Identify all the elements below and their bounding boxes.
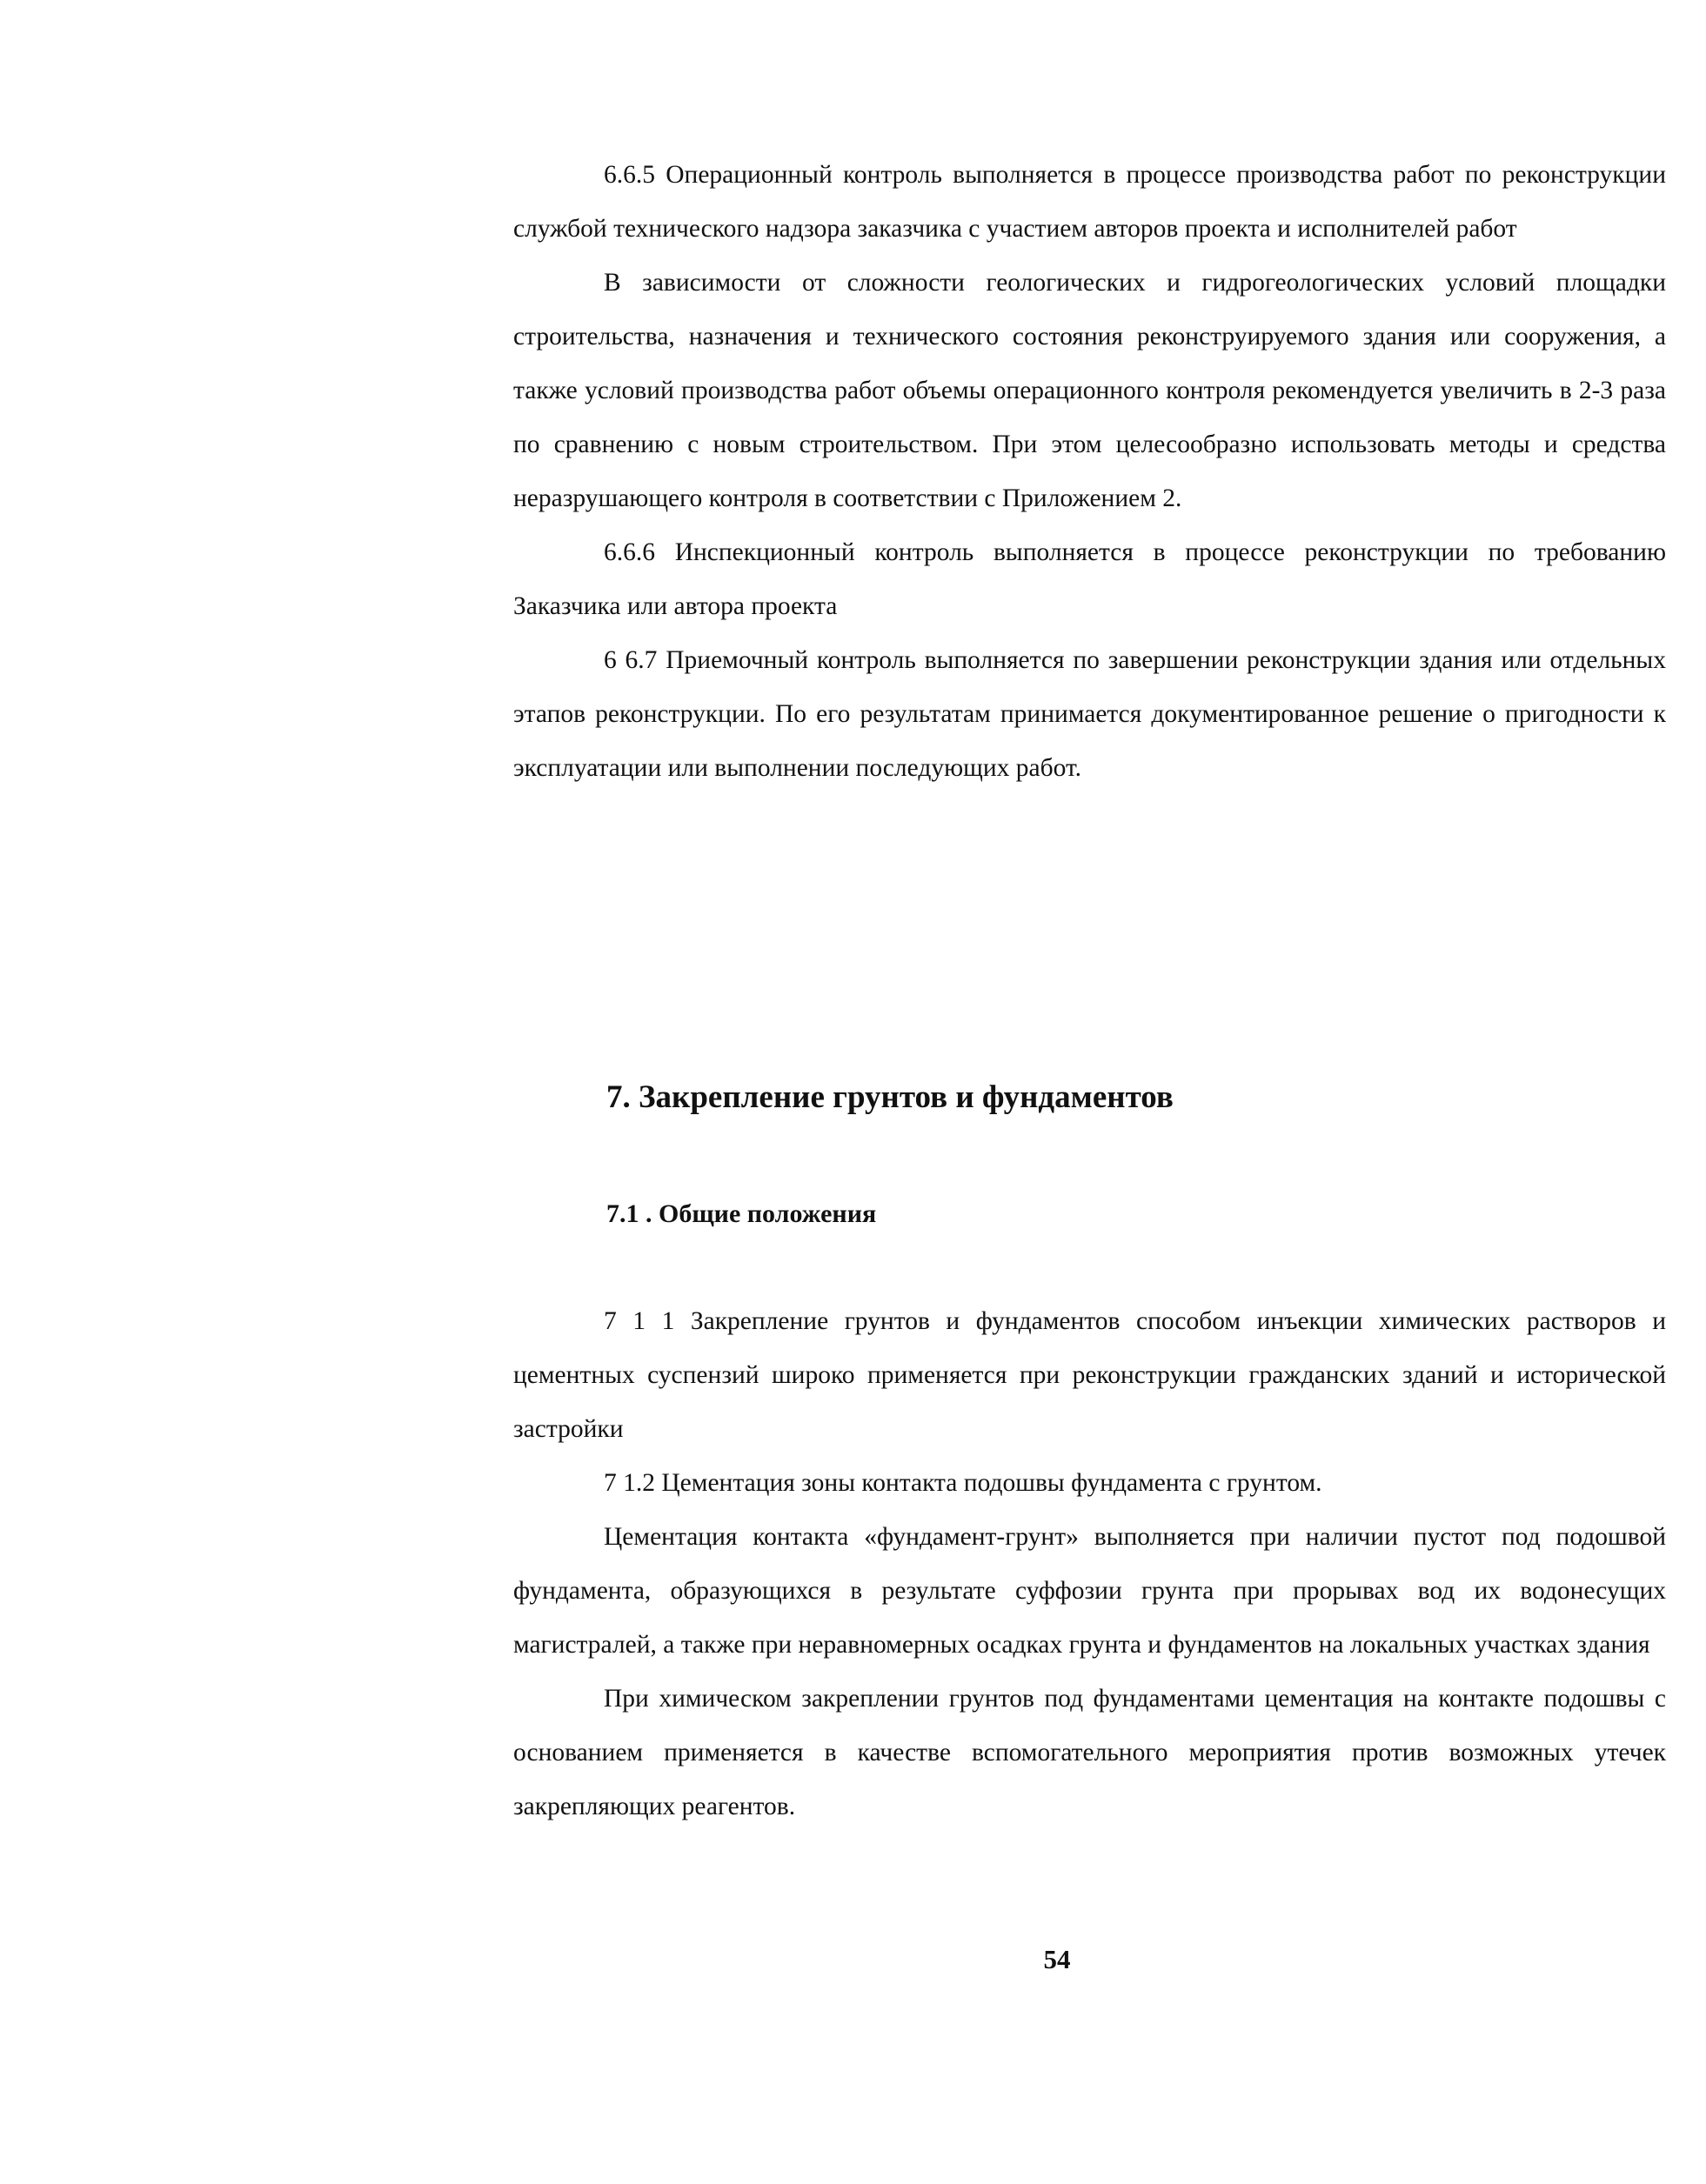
- paragraph-6-6-5: 6.6.5 Операционный контроль выполняется в процессе производства работ по реконструкции службой технического надзора заказчика с участием авторов проекта и исполнителей работ: [513, 161, 1666, 243]
- paragraph-7-1-1: 7 1 1 Закрепление грунтов и фундаментов способом инъекции химических растворов и цементных суспензий широко применяется при реконструкции гражданских зданий и исторической застройки: [513, 1307, 1666, 1443]
- text-section-bottom: [513, 1294, 1666, 1833]
- paragraph-cementation-contact: Цементация контакта «фундамент-грунт» выполняется при наличии пустот под подошвой фундамента, образующихся в результате суффозии грунта при прорывах вод их водонесущих магистралей, а также при неравномерных осадках грунта и фундаментов на локальных участках здания: [513, 1523, 1666, 1659]
- paragraph-7-1-2: 7 1.2 Цементация зоны контакта подошвы фундамента с грунтом.: [604, 1469, 1322, 1497]
- page-number: 54: [1043, 1944, 1071, 1974]
- paragraph-6-6-6: 6.6.6 Инспекционный контроль выполняется в процессе реконструкции по требованию Заказчика или автора проекта: [513, 538, 1666, 620]
- paragraph-chemical-fixation: При химическом закреплении грунтов под фундаментами цементация на контакте подошвы с основанием применяется в качестве вспомогательного мероприятия против возможных утечек закрепляющих реагентов.: [513, 1685, 1666, 1820]
- chapter-title: 7. Закрепление грунтов и фундаментов: [606, 1079, 1174, 1115]
- paragraph-operational-control-volume: В зависимости от сложности геологических и гидрогеологических условий площадки строительства, назначения и технического состояния реконструируемого здания или сооружения, а также условий производства работ объемы операционного контроля рекомендуется увеличить в 2-3 раза по сравнению с новым строительством. При этом целесообразно использовать методы и средства неразрушающего контроля в соответствии с Приложением 2.: [513, 269, 1666, 512]
- paragraph-6-6-7: 6 6.7 Приемочный контроль выполняется по завершении реконструкции здания или отдельных этапов реконструкции. По его результатам принимается документированное решение о пригодности к эксплуатации или выполнении последующих работ.: [513, 646, 1666, 782]
- section-subtitle: 7.1 . Общие положения: [606, 1199, 877, 1228]
- text-section-top: [513, 148, 1666, 795]
